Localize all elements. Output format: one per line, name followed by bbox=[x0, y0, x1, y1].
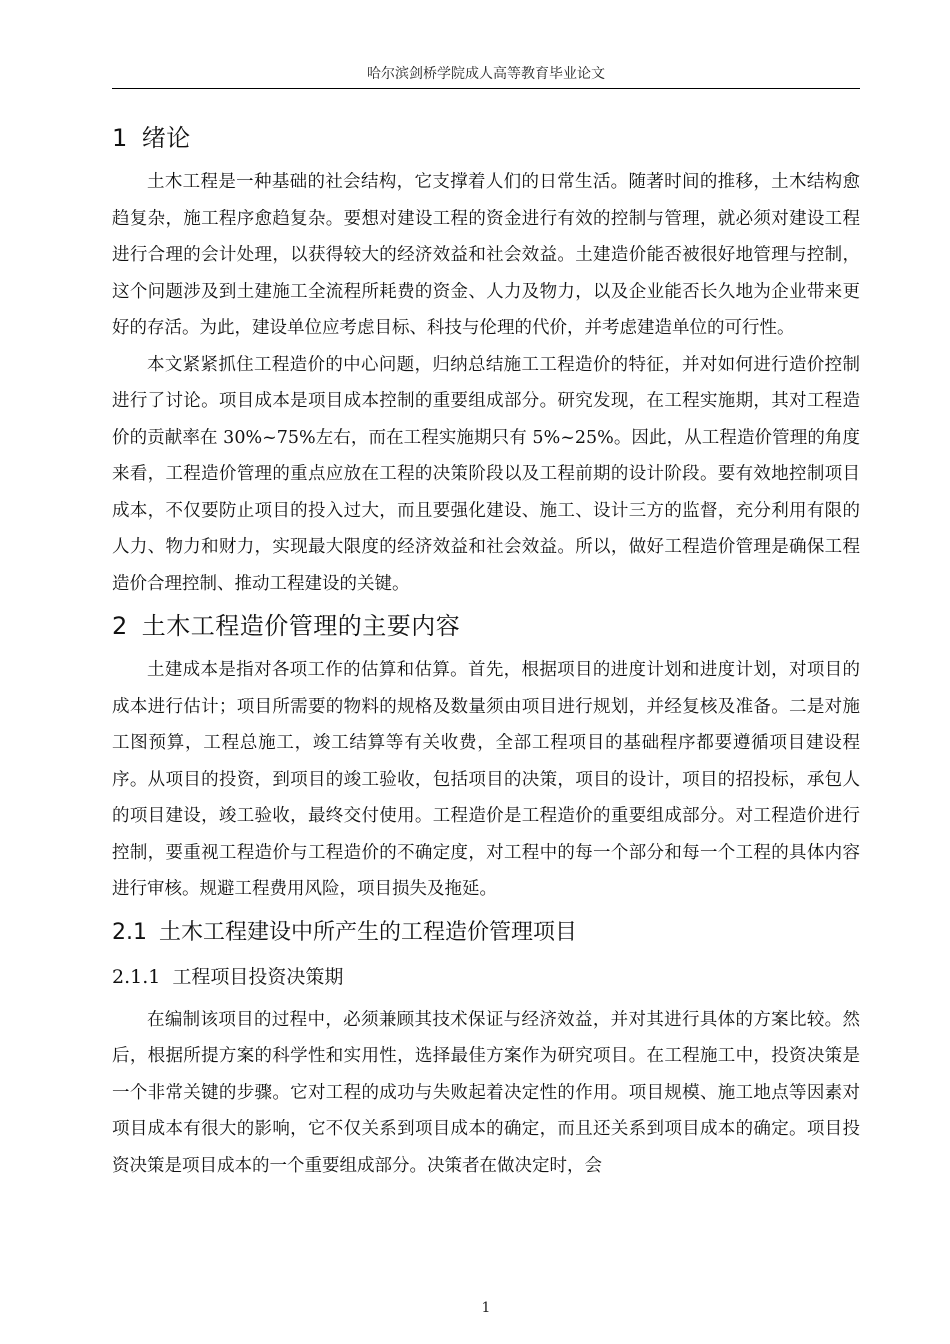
subsection-heading-2-1 bbox=[112, 916, 860, 950]
paragraph: 土木工程是一种基础的社会结构，它支撑着人们的日常生活。随著时间的推移，土木结构愈趋复杂，施工程序愈趋复杂。要想对建设工程的资金进行有效的控制与管理，就必须对建设工程进行合理的会计处理，以获得较大的经济效益和社会效益。土建造价能否被很好地管理与控制，这个问题涉及到土建施工全流程所耗费的资金、人力及物力，以及企业能否长久地为企业带来更好的存活。为此，建设单位应考虑目标、科技与伦理的代价，并考虑建造单位的可行性。 bbox=[112, 172, 860, 338]
section-title: 绪论 bbox=[141, 124, 191, 152]
header-divider bbox=[112, 88, 860, 89]
section-number: 2 bbox=[112, 612, 128, 640]
section-title: 土木工程造价管理的主要内容 bbox=[141, 612, 461, 640]
section-number: 2.1 bbox=[112, 919, 147, 945]
paragraph: 本文紧紧抓住工程造价的中心问题，归纳总结施工工程造价的特征，并对如何进行造价控制进行了讨论。项目成本是项目成本控制的重要组成部分。研究发现，在工程实施期，其对工程造价的贡献率在 30%~75%左右，而在工程实施期只有 5%~25%。因此，从工程造价管理的角度来看，工程造价管理的重点应放在工程的决策阶段以及工程前期的设计阶段。要有效地控制项目成本，不仅要防止项目的投入过大，而且要强化建设、施工、设计三方的监督，充分利用有限的人力、物力和财力，实现最大限度的经济效益和社会效益。所以，做好工程造价管理是确保工程造价合理控制、推动工程建设的关键。 bbox=[112, 354, 860, 594]
section-heading-1 bbox=[112, 120, 860, 156]
section-heading-2 bbox=[112, 608, 860, 644]
running-header: 哈尔滨剑桥学院成人高等教育毕业论文 bbox=[367, 66, 605, 82]
section-number: 1 bbox=[112, 124, 128, 152]
subsubsection-heading-2-1-1 bbox=[112, 962, 860, 992]
document-body bbox=[112, 120, 860, 1184]
paragraph: 在编制该项目的过程中，必须兼顾其技术保证与经济效益，并对其进行具体的方案比较。然后，根据所提方案的科学性和实用性，选择最佳方案作为研究项目。在工程施工中，投资决策是一个非常关键的步骤。它对工程的成功与失败起着决定性的作用。项目规模、施工地点等因素对项目成本有很大的影响，它不仅关系到项目成本的确定，而且还关系到项目成本的确定。项目投资决策是项目成本的一个重要组成部分。决策者在做决定时，会 bbox=[112, 1009, 860, 1176]
section-title: 土木工程建设中所产生的工程造价管理项目 bbox=[159, 919, 578, 945]
page-number: 1 bbox=[481, 1300, 491, 1316]
section-number: 2.1.1 bbox=[112, 965, 161, 988]
paragraph: 土建成本是指对各项工作的估算和估算。首先，根据项目的进度计划和进度计划，对项目的成本进行估计；项目所需要的物料的规格及数量须由项目进行规划，并经复核及准备。二是对施工图预算，工程总施工，竣工结算等有关收费，全部工程项目的基础程序都要遵循项目建设程序。从项目的投资，到项目的竣工验收，包括项目的决策，项目的设计，项目的招投标，承包人的项目建设，竣工验收，最终交付使用。工程造价是工程造价的重要组成部分。对工程造价进行控制，要重视工程造价与工程造价的不确定度，对工程中的每一个部分和每一个工程的具体内容进行审核。规避工程费用风险，项目损失及拖延。 bbox=[112, 660, 860, 899]
section-title: 工程项目投资决策期 bbox=[172, 965, 344, 988]
